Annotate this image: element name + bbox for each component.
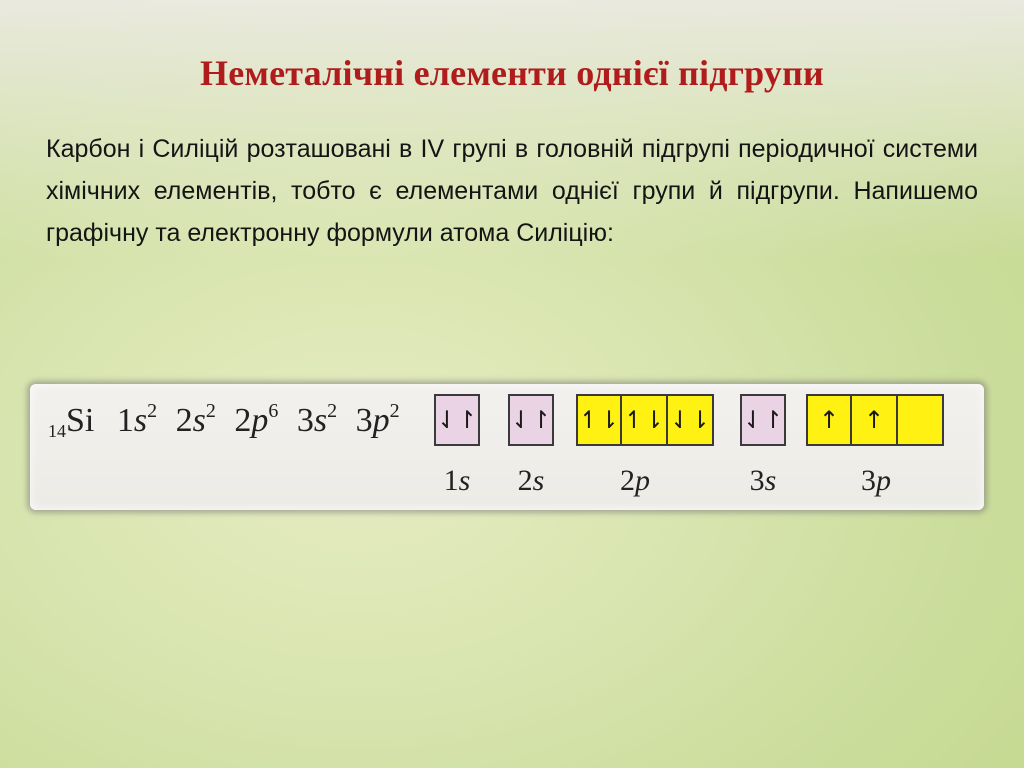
silicon-config-panel xyxy=(30,384,984,510)
config-term-1s: $1s^2$ xyxy=(116,400,158,439)
element-symbol: Si xyxy=(66,402,95,439)
orbital-cell: ⇃↾ xyxy=(740,394,786,446)
orbital-cell: ⇃↾ xyxy=(434,394,480,446)
orbital-2s xyxy=(508,394,554,450)
config-term-2p: $2p^6$ xyxy=(234,400,279,439)
slide-body-text: Карбон і Силіцій розташовані в IV групі в головній підгрупі періодичної системи хімічних елементів, тобто є елементами однієї групи й підгрупи. Напишемо графічну та електронну формули атома Силіцію: xyxy=(46,135,978,247)
orbital-cell: ↿⇂ xyxy=(622,394,668,446)
orbital-label-2s: 2s xyxy=(517,464,545,497)
orbital-cell: ↑ xyxy=(852,394,898,446)
orbital-label-2p: 2p xyxy=(620,464,650,497)
slide-title: Неметалічні елементи однієї підгрупи xyxy=(200,53,824,93)
config-term-2s: $2s^2$ xyxy=(175,400,216,439)
orbital-cell: ⇃⇂ xyxy=(668,394,714,446)
config-term-3p: $3p^2$ xyxy=(355,400,400,439)
orbital-2p xyxy=(576,394,714,450)
orbital-label-1s: 1s xyxy=(443,464,471,497)
orbital-3s xyxy=(740,394,786,450)
orbital-label-3p: 3p xyxy=(861,464,891,497)
config-term-3s: $3s^2$ xyxy=(296,400,338,439)
electron-formula xyxy=(48,402,400,442)
orbital-1s xyxy=(434,394,480,450)
orbital-cell: ↿⇂ xyxy=(576,394,622,446)
orbital-3p xyxy=(806,394,944,450)
orbital-cell: ⇃↾ xyxy=(508,394,554,446)
orbital-cell xyxy=(898,394,944,446)
atomic-number: 14 xyxy=(48,421,66,441)
orbital-cell: ↑ xyxy=(806,394,852,446)
orbital-label-3s: 3s xyxy=(749,464,777,497)
